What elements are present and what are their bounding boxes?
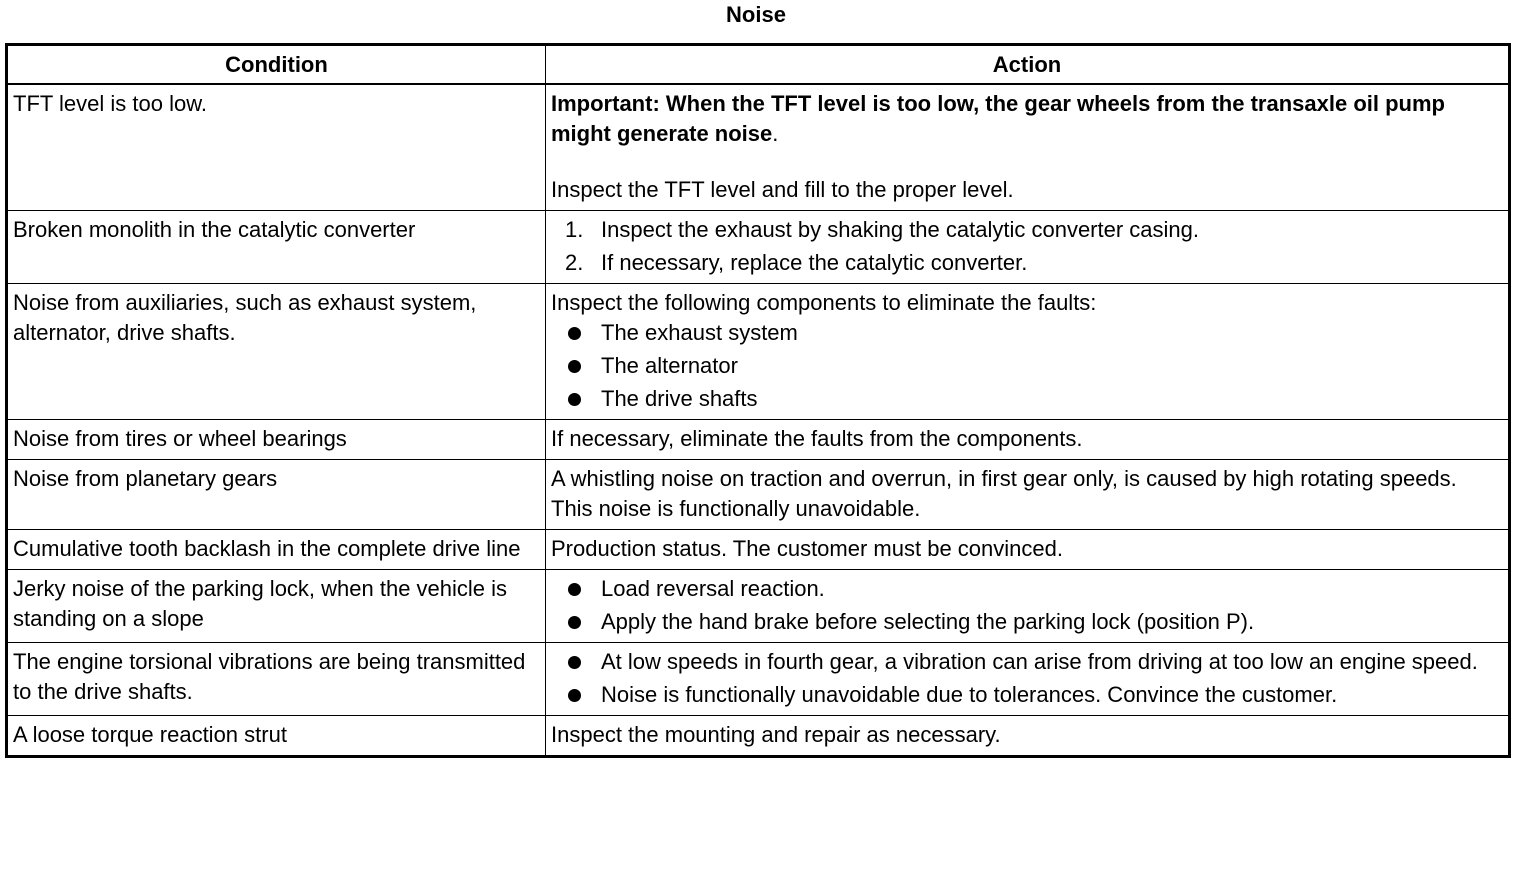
condition-cell: Noise from tires or wheel bearings [7, 420, 546, 460]
action-cell [546, 211, 1510, 284]
action-cell: Inspect the mounting and repair as necessary. [546, 716, 1510, 757]
bullet-icon [568, 393, 581, 406]
bullet-icon [568, 583, 581, 596]
table-row [7, 84, 1510, 211]
condition-cell: Noise from planetary gears [7, 460, 546, 530]
table-row [7, 530, 1510, 570]
table-row [7, 570, 1510, 643]
table-row [7, 716, 1510, 757]
action-cell [546, 570, 1510, 643]
condition-cell: The engine torsional vibrations are being transmitted to the drive shafts. [7, 643, 546, 716]
bullet-list [551, 318, 1502, 414]
table-row [7, 420, 1510, 460]
list-number: 1. [565, 217, 584, 242]
list-item-text: The exhaust system [601, 320, 798, 345]
column-header-action: Action [546, 45, 1510, 85]
important-note-end: . [772, 121, 779, 146]
action-cell: If necessary, eliminate the faults from the components. [546, 420, 1510, 460]
list-item-text: The drive shafts [601, 386, 758, 411]
list-item [551, 680, 1502, 710]
list-item-text: Inspect the exhaust by shaking the catalytic converter casing. [601, 217, 1199, 242]
table-header-row [7, 45, 1510, 85]
bullet-list [551, 647, 1502, 710]
page-title: Noise [726, 2, 786, 27]
list-item-text: The alternator [601, 353, 738, 378]
numbered-list [551, 215, 1502, 278]
action-cell [546, 84, 1510, 211]
action-text: Inspect the following components to eliminate the faults: [551, 290, 1097, 315]
table-row [7, 643, 1510, 716]
bullet-icon [568, 616, 581, 629]
action-cell [546, 643, 1510, 716]
list-item-text: At low speeds in fourth gear, a vibration can arise from driving at too low an engine speed. [601, 649, 1478, 674]
list-item [551, 318, 1502, 348]
list-item [551, 384, 1502, 414]
list-item [551, 351, 1502, 381]
action-text: Inspect the TFT level and fill to the proper level. [551, 177, 1014, 202]
condition-cell: A loose torque reaction strut [7, 716, 546, 757]
action-cell: Production status. The customer must be convinced. [546, 530, 1510, 570]
condition-cell: Noise from auxiliaries, such as exhaust system, alternator, drive shafts. [7, 284, 546, 420]
important-note-text: Important: When the TFT level is too low, the gear wheels from the transaxle oil pump might generate noise [551, 91, 1445, 146]
condition-cell: Cumulative tooth backlash in the complete drive line [7, 530, 546, 570]
action-cell [546, 284, 1510, 420]
action-cell: A whistling noise on traction and overrun, in first gear only, is caused by high rotating speeds. This noise is functionally unavoidable. [546, 460, 1510, 530]
list-item-text: If necessary, replace the catalytic converter. [601, 250, 1028, 275]
list-item [551, 248, 1502, 278]
bullet-icon [568, 689, 581, 702]
list-item [551, 215, 1502, 245]
table-row [7, 211, 1510, 284]
bullet-icon [568, 656, 581, 669]
list-item [551, 574, 1502, 604]
condition-cell: Broken monolith in the catalytic converter [7, 211, 546, 284]
bullet-icon [568, 360, 581, 373]
bullet-list [551, 574, 1502, 637]
table-row [7, 284, 1510, 420]
bullet-icon [568, 327, 581, 340]
list-item [551, 647, 1502, 677]
important-note [551, 89, 1502, 149]
list-item [551, 607, 1502, 637]
noise-table [5, 43, 1511, 758]
list-item-text: Load reversal reaction. [601, 576, 825, 601]
list-item-text: Noise is functionally unavoidable due to tolerances. Convince the customer. [601, 682, 1338, 707]
list-number: 2. [565, 250, 584, 275]
condition-cell: TFT level is too low. [7, 84, 546, 211]
column-header-condition: Condition [7, 45, 546, 85]
list-item-text: Apply the hand brake before selecting the parking lock (position P). [601, 609, 1255, 634]
condition-cell: Jerky noise of the parking lock, when the vehicle is standing on a slope [7, 570, 546, 643]
table-row [7, 460, 1510, 530]
